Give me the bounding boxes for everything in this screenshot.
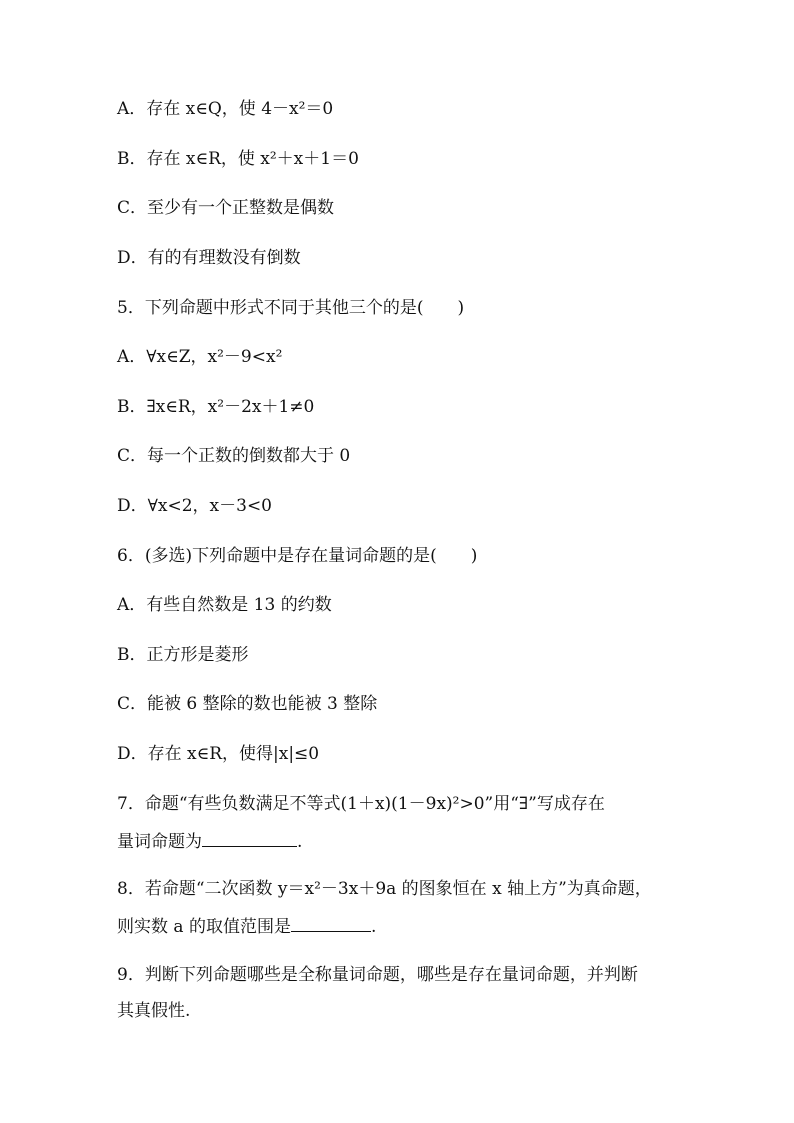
q8-period: . bbox=[370, 917, 377, 937]
q6-option-a: A．有些自然数是 13 的约数 bbox=[117, 595, 332, 615]
q4-option-a: A．存在 x∈Q，使 4－x²＝0 bbox=[117, 99, 334, 119]
q6-option-c: C．能被 6 整除的数也能被 3 整除 bbox=[117, 694, 378, 714]
q7-line-1: 7．命题“有些负数满足不等式(1＋x)(1－9x)²>0”用“∃”写成存在 bbox=[117, 794, 605, 814]
q5-option-d: D．∀x<2，x－3<0 bbox=[117, 496, 273, 516]
q4-option-d: D．有的有理数没有倒数 bbox=[117, 248, 301, 268]
q7-line-2 bbox=[117, 830, 687, 852]
q6-stem: 6．(多选)下列命题中是存在量词命题的是( ) bbox=[117, 546, 478, 566]
q5-option-a: A．∀x∈Z，x²－9<x² bbox=[117, 347, 283, 367]
q5-option-b: B．∃x∈R，x²－2x＋1≠0 bbox=[117, 397, 315, 417]
q9-line-2: 其真假性. bbox=[117, 1001, 191, 1021]
q5-stem: 5．下列命题中形式不同于其他三个的是( ) bbox=[117, 298, 465, 318]
q8-prompt: 则实数 a 的取值范围是 bbox=[117, 917, 291, 937]
q6-option-d: D．存在 x∈R，使得|x|≤0 bbox=[117, 744, 320, 764]
q4-option-c: C．至少有一个正整数是偶数 bbox=[117, 198, 335, 218]
q7-answer-blank[interactable] bbox=[202, 830, 297, 847]
q8-line-2 bbox=[117, 915, 687, 937]
q8-line-1: 8．若命题“二次函数 y＝x²－3x＋9a 的图象恒在 x 轴上方”为真命题， bbox=[117, 879, 652, 899]
q9-line-1: 9．判断下列命题哪些是全称量词命题，哪些是存在量词命题，并判断 bbox=[117, 965, 638, 985]
q5-option-c: C．每一个正数的倒数都大于 0 bbox=[117, 446, 351, 466]
q7-period: . bbox=[297, 832, 303, 852]
q7-prompt: 量词命题为 bbox=[117, 832, 202, 852]
q4-option-b: B．存在 x∈R，使 x²＋x＋1＝0 bbox=[117, 149, 359, 169]
q6-option-b: B．正方形是菱形 bbox=[117, 645, 249, 665]
q8-answer-blank[interactable] bbox=[291, 915, 371, 932]
